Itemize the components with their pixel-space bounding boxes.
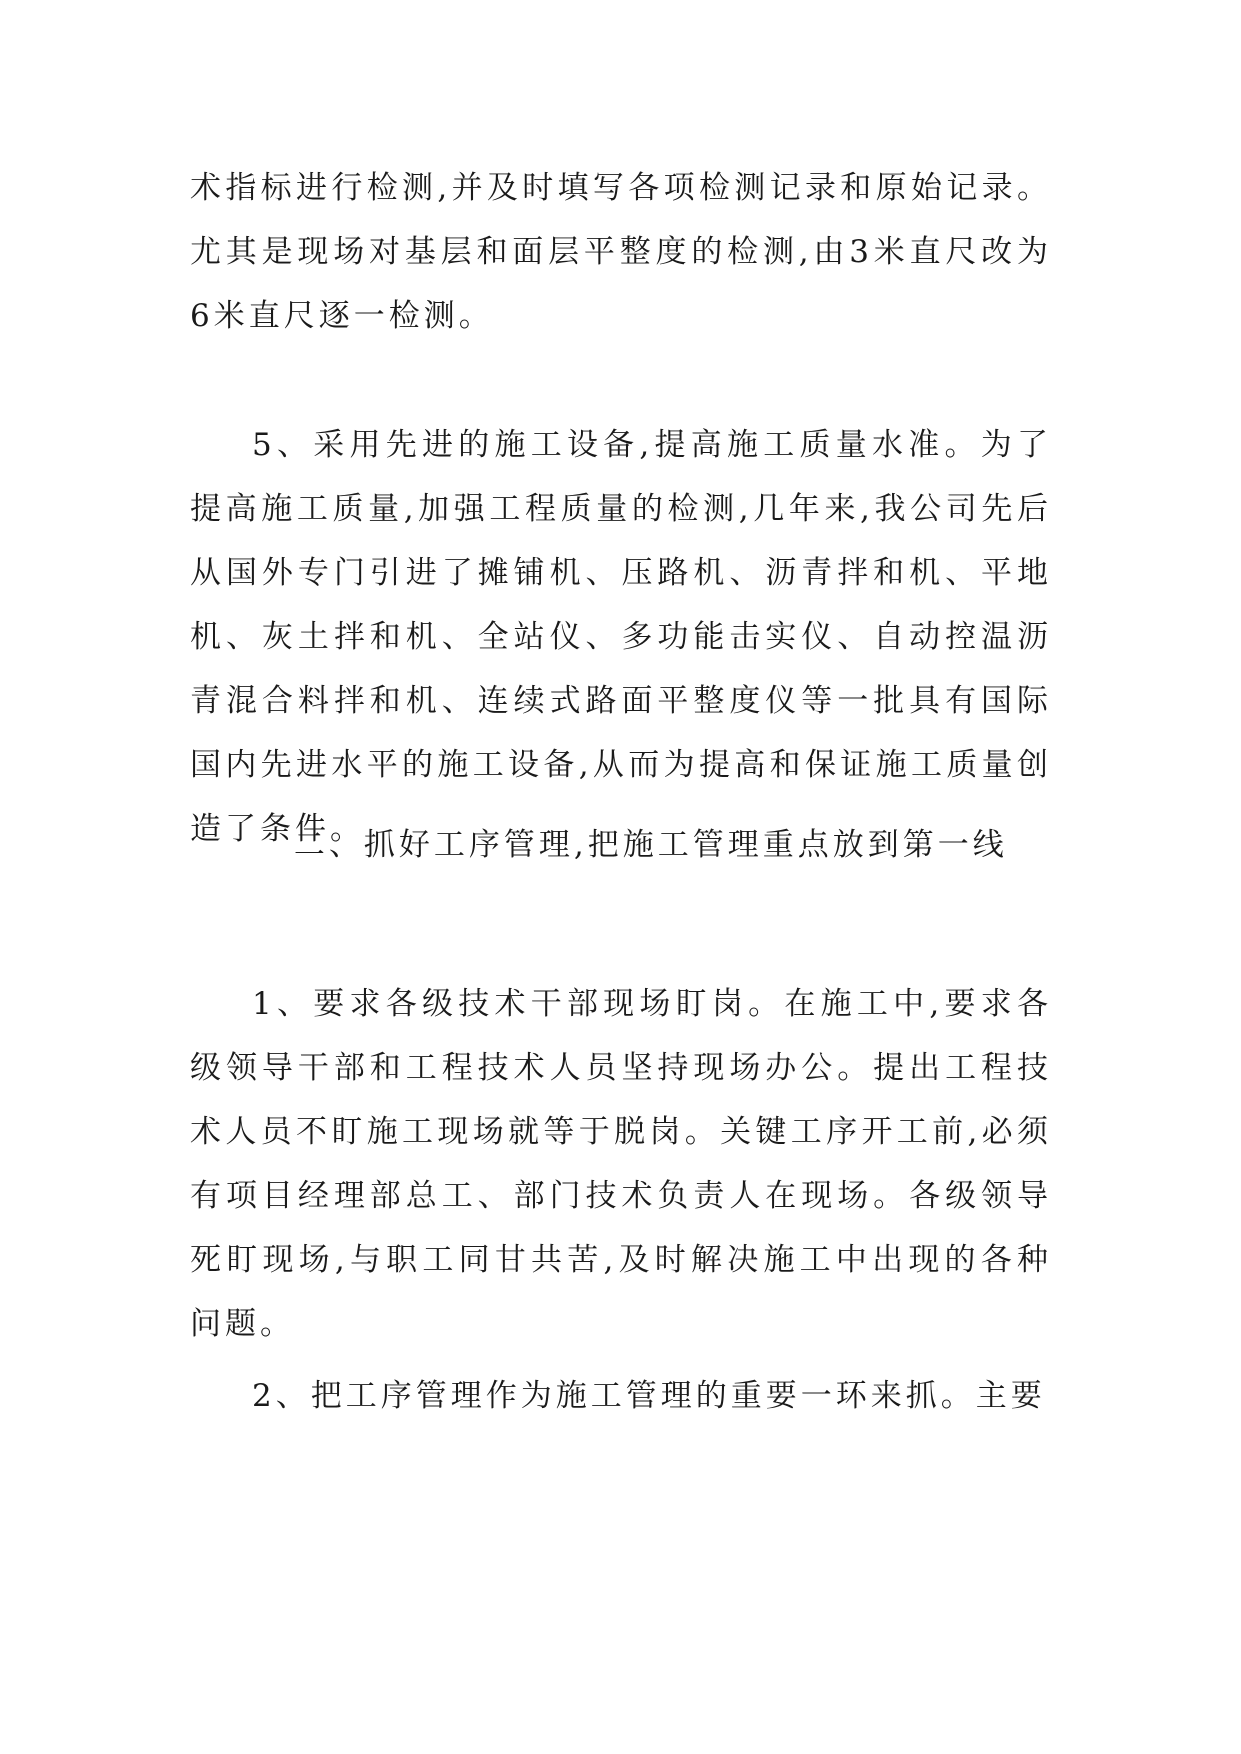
paragraph-item-5: 5、采用先进的施工设备,提高施工质量水准。为了提高施工质量,加强工程质量的检测,几年来,我公司先后从国外专门引进了摊铺机、压路机、沥青拌和机、平地机、灰土拌和机、全站仪、多功能击实仪、自动控温沥青混合料拌和机、连续式路面平整度仪等一批具有国际国内先进水平的施工设备,从而为提高和保证施工质量创造了条件。: [190, 427, 1052, 847]
paragraph-item-2: 2、把工序管理作为施工管理的重要一环来抓。主要: [252, 1378, 1046, 1414]
paragraph-item-1: 1、要求各级技术干部现场盯岗。在施工中,要求各级领导干部和工程技术人员坚持现场办公。提出工程技术人员不盯施工现场就等于脱岗。关键工序开工前,必须有项目经理部总工、部门技术负责人在现场。各级领导死盯现场,与职工同甘共苦,及时解决施工中出现的各种问题。: [190, 986, 1052, 1342]
paragraph-continuation: 术指标进行检测,并及时填写各项检测记录和原始记录。尤其是现场对基层和面层平整度的检测,由3米直尺改为6米直尺逐一检测。: [190, 170, 1052, 334]
section-heading-2: 二、抓好工序管理,把施工管理重点放到第一线: [293, 827, 1008, 863]
